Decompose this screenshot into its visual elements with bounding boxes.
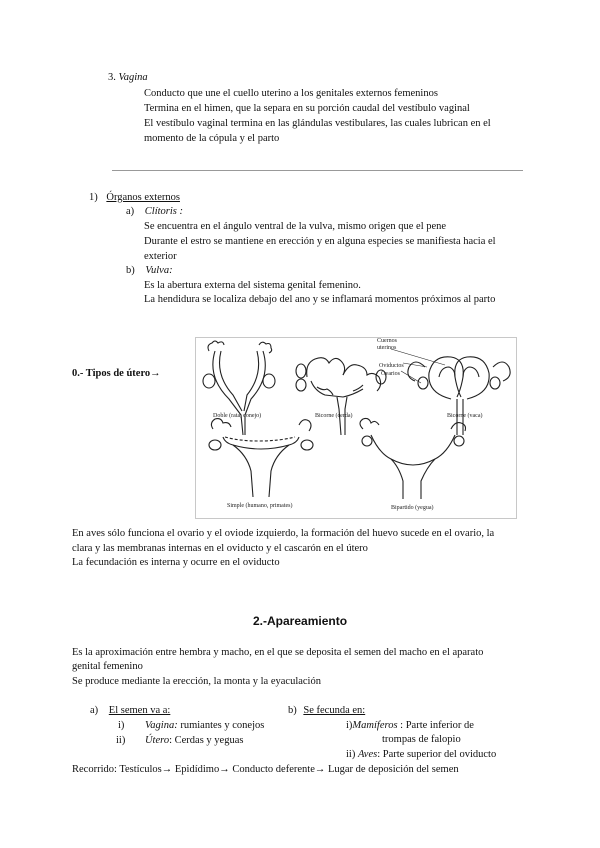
- external-heading: [89, 191, 180, 205]
- label-cuernos: Cuernos: [377, 338, 397, 344]
- clitoris-marker: a): [126, 206, 135, 217]
- label-uterinos: uterinos: [377, 345, 397, 351]
- fertilization-item-2-term: Aves: [357, 749, 378, 760]
- semen-item-1-num: i): [118, 720, 125, 731]
- semen-title: El semen va a:: [108, 705, 171, 716]
- vagina-heading: [108, 71, 148, 85]
- birds-line-1: En aves sólo funciona el ovario y el oviode izquierdo, la formación del huevo sucede en el ovario, la: [72, 528, 495, 539]
- label-oviductos: Oviductos: [379, 363, 404, 369]
- caption-simple: Simple (humano, primates): [227, 503, 293, 509]
- uterus-double-drawing: [203, 341, 275, 435]
- semen-item-2: [116, 734, 243, 748]
- semen-heading: [90, 704, 170, 718]
- vagina-line-2: Termina en el himen, que la separa en su porción caudal del vestíbulo vaginal: [144, 103, 470, 114]
- uterus-types-figure: [195, 337, 517, 519]
- uterus-bicornuate-sow-drawing: [296, 358, 386, 435]
- fertilization-item-1: [346, 719, 474, 733]
- vagina-title: Vagina: [118, 72, 148, 83]
- external-number: 1): [89, 192, 98, 203]
- uterus-simple-drawing: [209, 419, 313, 498]
- fertilization-item-2-text: : Parte superior del oviducto: [377, 749, 497, 760]
- semen-item-2-text: : Cerdas y yeguas: [169, 735, 244, 746]
- fertilization-title: Se fecunda en:: [303, 705, 366, 716]
- vagina-line-4: momento de la cópula y el parto: [144, 133, 280, 144]
- vulva-title: Vulva:: [145, 265, 173, 276]
- semen-item-1-text: rumiantes y conejos: [177, 720, 265, 731]
- semen-marker: a): [90, 705, 99, 716]
- fertilization-item-1-term: Mamíferos: [352, 720, 398, 731]
- route-line: Recorrido: Testículos→ Epidídimo→ Conducto deferente→ Lugar de deposición del semen: [72, 764, 459, 775]
- uterus-bicornuate-cow-drawing: [391, 349, 510, 435]
- fertilization-heading: [288, 704, 365, 718]
- vagina-line-3: El vestíbulo vaginal termina en las glándulas vestibulares, las cuales lubrican en el: [144, 118, 491, 129]
- mating-line-3: Se produce mediante la erección, la monta y la eyaculación: [72, 676, 321, 687]
- uterus-types-heading: 0.- Tipos de útero→: [72, 368, 161, 379]
- vulva-line-1: Es la abertura externa del sistema genital femenino.: [144, 280, 361, 291]
- fertilization-item-2-num: ii): [346, 749, 356, 760]
- vulva-heading: [126, 264, 173, 278]
- fertilization-marker: b): [288, 705, 297, 716]
- semen-item-2-num: ii): [116, 735, 126, 746]
- caption-bicorne-vaca: Bicorne (vaca): [447, 413, 483, 419]
- horizontal-divider: [112, 170, 523, 171]
- caption-bicorne-cerda: Bicorne (cerda): [315, 413, 353, 419]
- mating-line-1: Es la aproximación entre hembra y macho, en el que se deposita el semen del macho en el aparato: [72, 647, 484, 658]
- uterus-bipartite-drawing: [360, 419, 466, 500]
- clitoris-line-3: exterior: [144, 251, 177, 262]
- caption-doble: Doble (rata, conejo): [213, 413, 262, 419]
- mating-heading: 2.-Apareamiento: [253, 614, 348, 628]
- vagina-line-1: Conducto que une el cuello uterino a los genitales externos femeninos: [144, 88, 438, 99]
- caption-bipartido: Bipartido (yegua): [391, 505, 434, 511]
- mating-line-2: genital femenino: [72, 661, 143, 672]
- vulva-marker: b): [126, 265, 135, 276]
- vulva-line-2: La hendidura se localiza debajo del ano y se inflamará momentos próximos al parto: [144, 294, 496, 305]
- birds-line-2: clara y las membranas internas en el oviducto y el cascarón en el útero: [72, 543, 368, 554]
- semen-item-1-term: Vagina:: [145, 720, 178, 731]
- birds-line-3: La fecundación es interna y ocurre en el oviducto: [72, 557, 280, 568]
- fertilization-item-1-text: : Parte inferior de: [397, 720, 474, 731]
- fertilization-item-2: [346, 748, 496, 762]
- clitoris-heading: [126, 205, 183, 219]
- clitoris-line-2: Durante el estro se mantiene en erección y en alguna especies se manifiesta hacia el: [144, 236, 496, 247]
- semen-item-1: [118, 719, 264, 733]
- external-title: Órganos externos: [106, 192, 180, 203]
- clitoris-title: Clítoris :: [144, 206, 184, 217]
- fertilization-item-1-num: i): [346, 720, 353, 731]
- fertilization-item-1-cont: trompas de falopio: [382, 734, 461, 745]
- vagina-number: 3.: [108, 72, 116, 83]
- clitoris-line-1: Se encuentra en el ángulo ventral de la vulva, mismo origen que el pene: [144, 221, 447, 232]
- label-ovarios: Ovarios: [381, 371, 400, 377]
- semen-item-2-term: Útero: [144, 735, 170, 746]
